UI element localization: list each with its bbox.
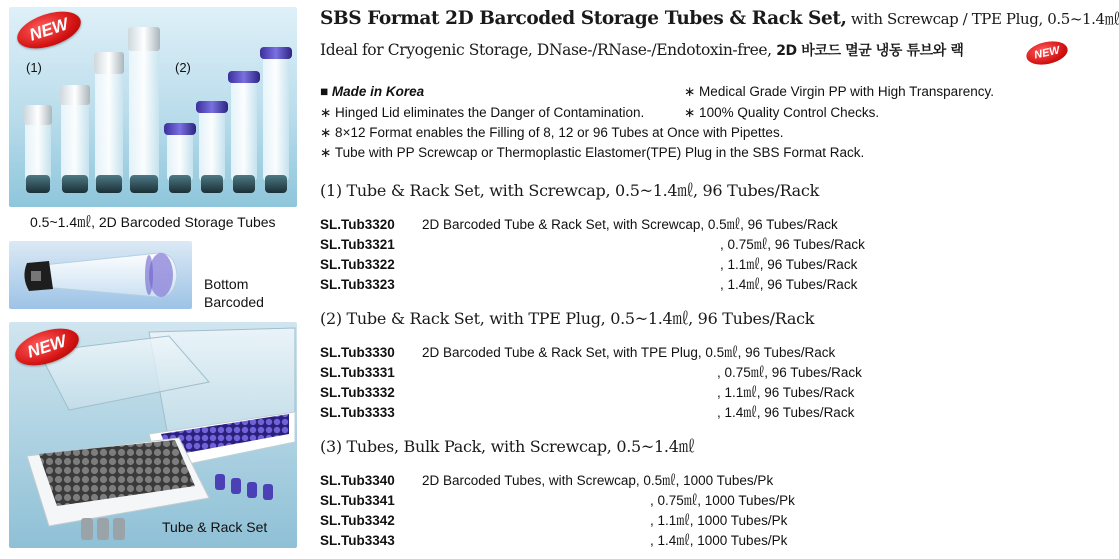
feature-item: ∗ 8×12 Format enables the Filling of 8, 12 or 96 Tubes at Once with Pipettes. — [320, 125, 784, 140]
table-row — [320, 253, 857, 273]
product-code: SL.Tub3341 — [320, 493, 395, 508]
tube-group-label-1: (1) — [26, 60, 42, 75]
page-subtitle — [320, 40, 963, 60]
bottom-caption-line2: Barcoded — [204, 294, 264, 310]
feature-item: ∗ Hinged Lid eliminates the Danger of Contamination. — [320, 105, 645, 120]
product-desc: , 1.1㎖, 96 Tubes/Rack — [720, 257, 858, 272]
product-code: SL.Tub3322 — [320, 257, 395, 272]
product-desc: , 1.1㎖, 1000 Tubes/Pk — [650, 513, 788, 528]
new-badge: NEW — [13, 5, 86, 56]
tubes-caption: 0.5~1.4㎖, 2D Barcoded Storage Tubes — [30, 214, 276, 230]
table-row — [320, 509, 787, 529]
page-subtitle-korean: 2D 바코드 멸균 냉동 튜브와 랙 — [776, 43, 964, 59]
product-code: SL.Tub3330 — [320, 345, 395, 360]
page-title — [320, 8, 1119, 29]
feature-item: ∗ Medical Grade Virgin PP with High Transparency. — [684, 84, 994, 99]
barcoded-tube-illustration — [9, 241, 192, 309]
table-row — [320, 341, 835, 361]
product-code: SL.Tub3340 — [320, 473, 395, 488]
feature-item: ∗ Tube with PP Screwcap or Thermoplastic Elastomer(TPE) Plug in the SBS Format Rack. — [320, 145, 865, 160]
product-code: SL.Tub3331 — [320, 365, 395, 380]
page-title-sub: with Screwcap / TPE Plug, 0.5~1.4㎖ — [846, 10, 1119, 28]
product-desc: , 0.75㎖, 1000 Tubes/Pk — [650, 493, 795, 508]
product-code: SL.Tub3333 — [320, 405, 395, 420]
section-heading-2: (2) Tube & Rack Set, with TPE Plug, 0.5~1.4㎖, 96 Tubes/Rack — [320, 309, 815, 328]
product-desc: , 1.4㎖, 96 Tubes/Rack — [717, 405, 855, 420]
product-code: SL.Tub3342 — [320, 513, 395, 528]
product-desc: 2D Barcoded Tubes, with Screwcap, 0.5㎖, 1000 Tubes/Pk — [422, 473, 774, 488]
rack-caption: Tube & Rack Set — [162, 519, 268, 535]
table-row — [320, 273, 857, 293]
new-badge: NEW — [11, 322, 84, 373]
feature-item: ∗ 100% Quality Control Checks. — [684, 105, 880, 120]
table-row — [320, 361, 862, 381]
table-row — [320, 469, 773, 489]
tube-group-label-2: (2) — [175, 60, 191, 75]
table-row — [320, 401, 854, 421]
product-desc: , 0.75㎖, 96 Tubes/Rack — [720, 237, 865, 252]
product-code: SL.Tub3321 — [320, 237, 395, 252]
page-subtitle-text: Ideal for Cryogenic Storage, DNase-/RNase-/Endotoxin-free, — [320, 41, 777, 59]
product-desc: , 1.1㎖, 96 Tubes/Rack — [717, 385, 855, 400]
table-row — [320, 381, 854, 401]
table-row — [320, 233, 865, 253]
table-row — [320, 489, 795, 509]
section-heading-3: (3) Tubes, Bulk Pack, with Screwcap, 0.5~1.4㎖ — [320, 437, 695, 456]
product-code: SL.Tub3332 — [320, 385, 395, 400]
made-in-korea: ■ Made in Korea — [320, 84, 425, 99]
product-code: SL.Tub3320 — [320, 217, 395, 232]
page-title-main: SBS Format 2D Barcoded Storage Tubes & Rack Set, — [320, 8, 847, 29]
bottom-barcode-photo — [9, 241, 192, 309]
bottom-caption-line1: Bottom — [204, 276, 249, 292]
product-code: SL.Tub3323 — [320, 277, 395, 292]
product-desc: 2D Barcoded Tube & Rack Set, with Screwcap, 0.5㎖, 96 Tubes/Rack — [422, 217, 838, 232]
product-desc: , 0.75㎖, 96 Tubes/Rack — [717, 365, 862, 380]
new-badge: NEW — [1024, 38, 1070, 68]
product-desc: 2D Barcoded Tube & Rack Set, with TPE Plug, 0.5㎖, 96 Tubes/Rack — [422, 345, 836, 360]
table-row — [320, 213, 838, 233]
product-code: SL.Tub3343 — [320, 533, 395, 548]
product-desc: , 1.4㎖, 96 Tubes/Rack — [720, 277, 858, 292]
product-desc: , 1.4㎖, 1000 Tubes/Pk — [650, 533, 788, 548]
section-heading-1: (1) Tube & Rack Set, with Screwcap, 0.5~1.4㎖, 96 Tubes/Rack — [320, 181, 819, 200]
table-row — [320, 529, 787, 549]
